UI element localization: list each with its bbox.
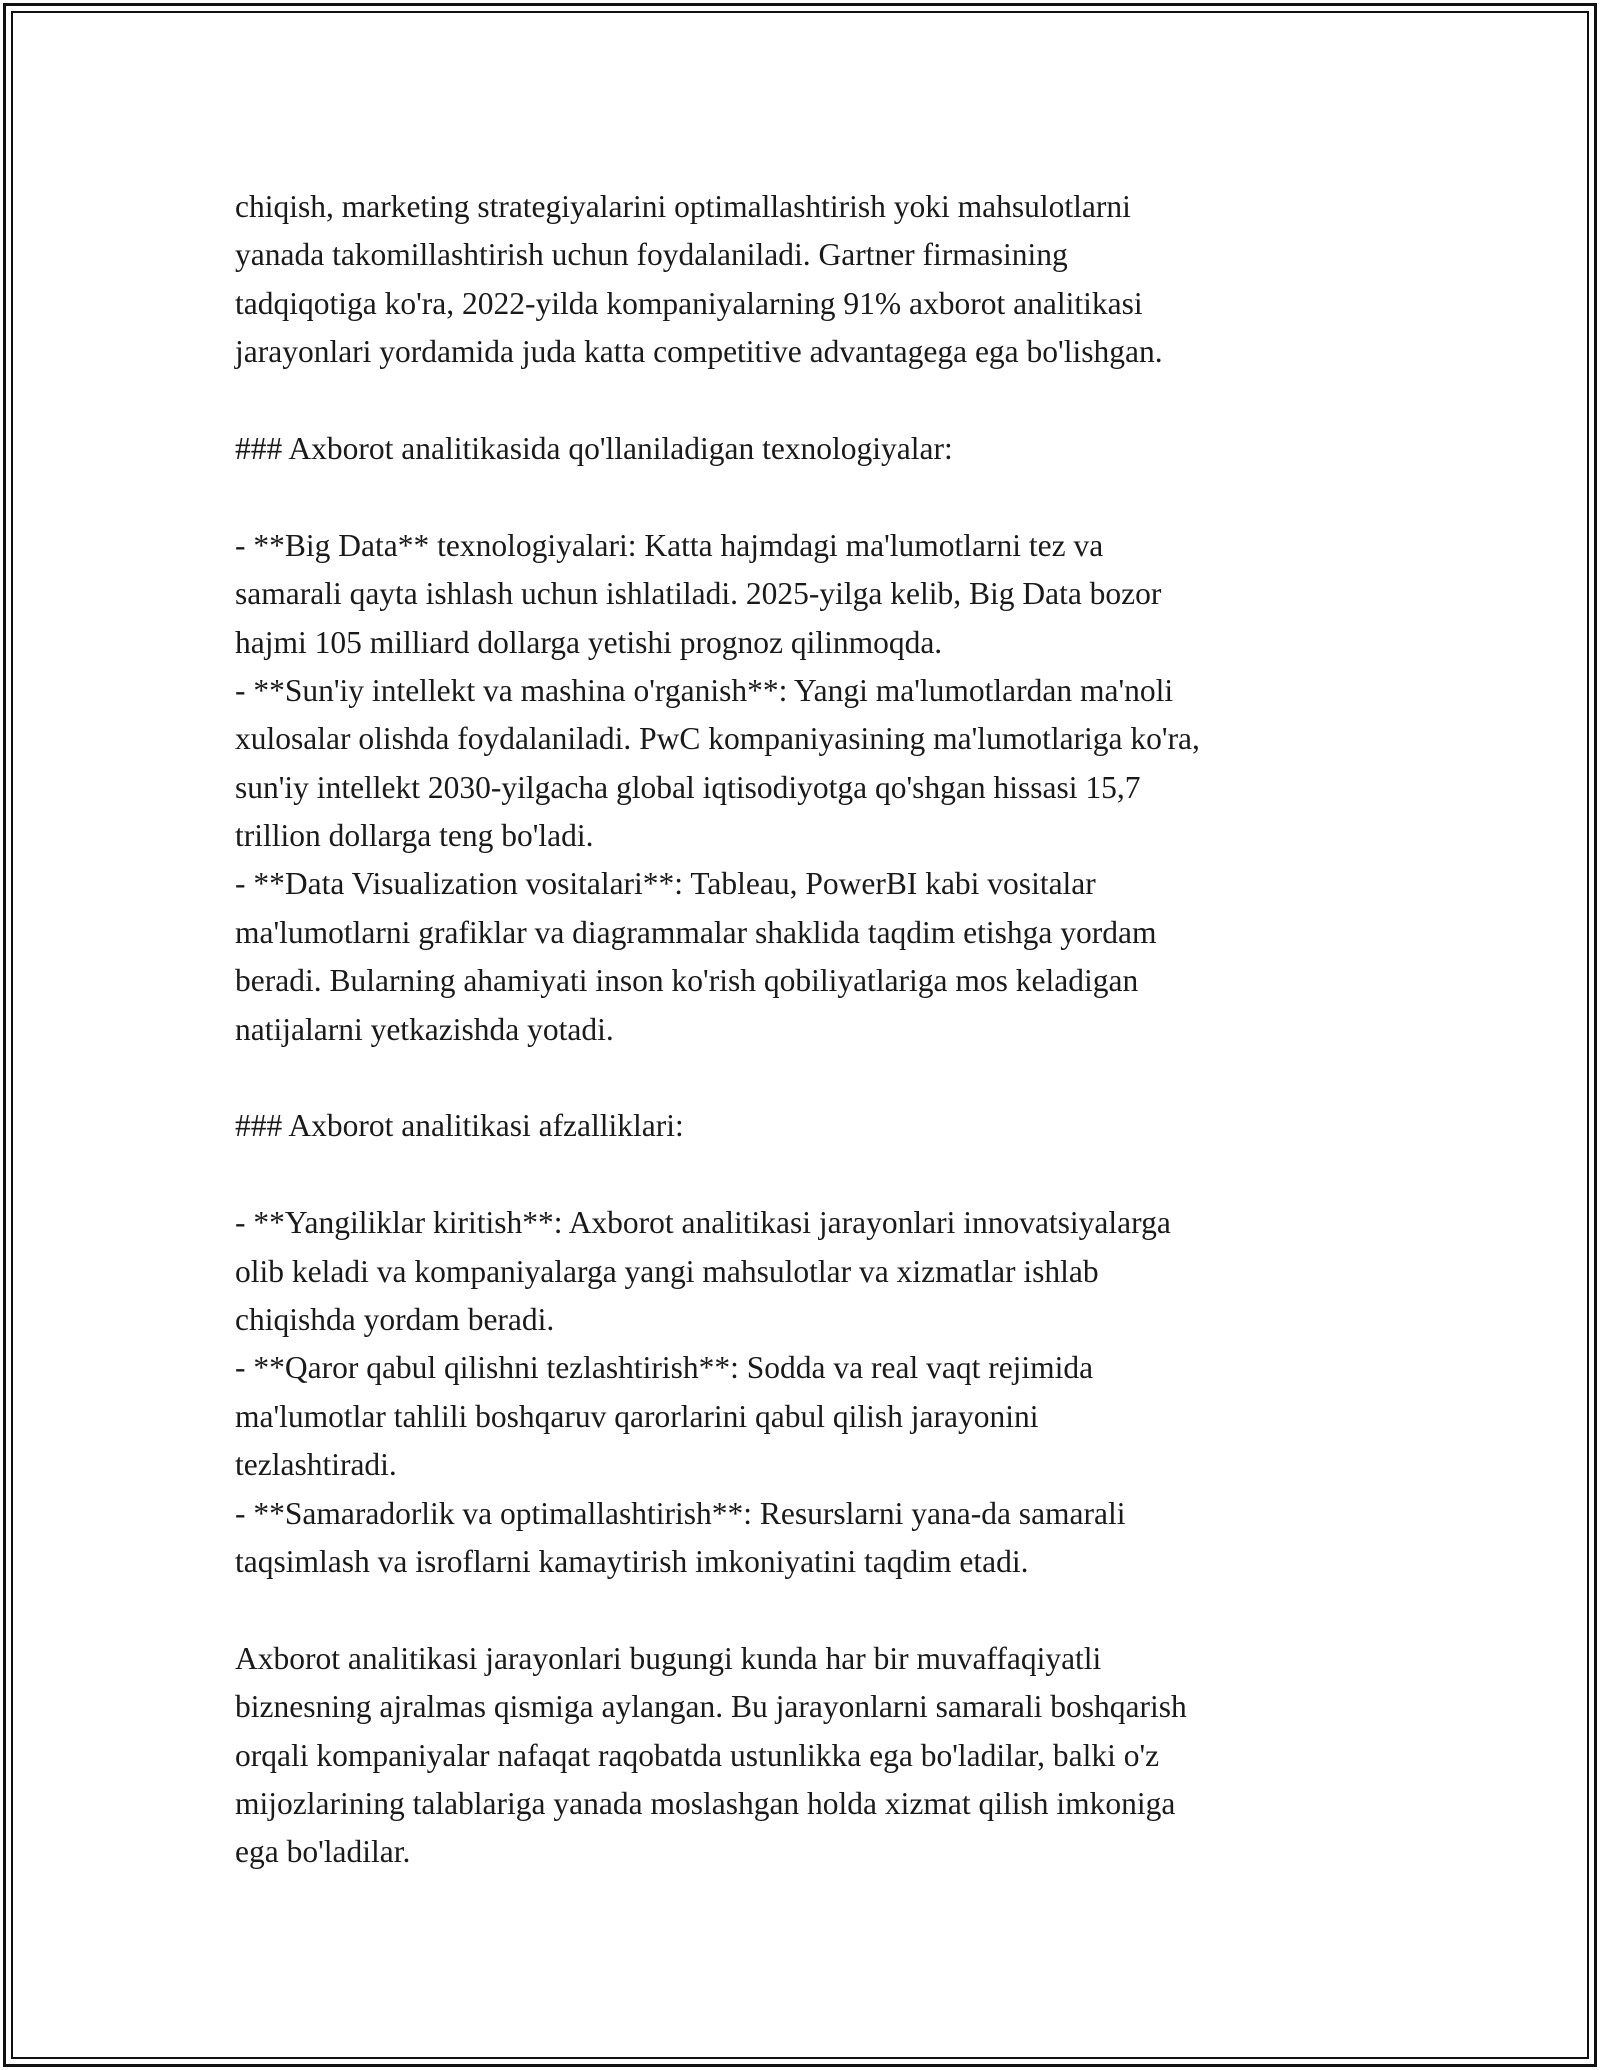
section-heading: ### Axborot analitikasida qo'llaniladigan texnologiyalar: xyxy=(235,430,953,466)
text-line: biznesning ajralmas qismiga aylangan. Bu jarayonlarni samarali boshqarish xyxy=(235,1689,1187,1725)
text-line: - **Qaror qabul qilishni tezlashtirish**: Sodda va real vaqt rejimida xyxy=(235,1350,1094,1386)
paragraph-intro-continuation xyxy=(235,183,1375,377)
text-line: samarali qayta ishlash uchun ishlatiladi. 2025-yilga kelib, Big Data bozor xyxy=(235,576,1162,612)
text-line: yanada takomillashtirish uchun foydalaniladi. Gartner firmasining xyxy=(235,237,1068,273)
text-line: trillion dollarga teng bo'ladi. xyxy=(235,818,594,854)
text-line: hajmi 105 milliard dollarga yetishi prognoz qilinmoqda. xyxy=(235,624,943,660)
text-line: - **Data Visualization vositalari**: Tableau, PowerBI kabi vositalar xyxy=(235,866,1096,902)
text-line: - **Sun'iy intellekt va mashina o'rganish**: Yangi ma'lumotlardan ma'noli xyxy=(235,672,1174,708)
paragraph-spacer xyxy=(235,1586,1375,1634)
text-line: - **Samaradorlik va optimallashtirish**: Resurslarni yana-da samarali xyxy=(235,1495,1126,1531)
heading-advantages xyxy=(235,1102,1375,1150)
list-advantages xyxy=(235,1199,1375,1586)
text-line: mijozlarining talablariga yanada moslashgan holda xizmat qilish imkoniga xyxy=(235,1785,1176,1821)
text-line: Axborot analitikasi jarayonlari bugungi kunda har bir muvaffaqiyatli xyxy=(235,1640,1102,1676)
text-line: xulosalar olishda foydalaniladi. PwC kompaniyasining ma'lumotlariga ko'ra, xyxy=(235,721,1200,757)
heading-technologies xyxy=(235,425,1375,473)
text-line: chiqishda yordam beradi. xyxy=(235,1301,555,1337)
text-line: chiqish, marketing strategiyalarini optimallashtirish yoki mahsulotlarni xyxy=(235,189,1131,224)
text-line: beradi. Bularning ahamiyati inson ko'rish qobiliyatlariga mos keladigan xyxy=(235,963,1139,999)
paragraph-spacer xyxy=(235,1054,1375,1102)
section-heading: ### Axborot analitikasi afzalliklari: xyxy=(235,1108,684,1144)
text-line: olib keladi va kompaniyalarga yangi mahsulotlar va xizmatlar ishlab xyxy=(235,1253,1099,1289)
paragraph-spacer xyxy=(235,1151,1375,1199)
paragraph-conclusion xyxy=(235,1635,1375,1877)
text-line: tezlashtiradi. xyxy=(235,1447,397,1483)
text-line: natijalarni yetkazishda yotadi. xyxy=(235,1011,614,1047)
text-line: ma'lumotlarni grafiklar va diagrammalar shaklida taqdim etishga yordam xyxy=(235,914,1157,950)
text-line: ega bo'ladilar. xyxy=(235,1834,411,1870)
document-body xyxy=(235,183,1375,1877)
text-line: jarayonlari yordamida juda katta competitive advantagega ega bo'lishgan. xyxy=(235,334,1163,370)
text-line: - **Big Data** texnologiyalari: Katta hajmdagi ma'lumotlarni tez va xyxy=(235,527,1104,563)
list-technologies xyxy=(235,522,1375,1054)
text-line: tadqiqotiga ko'ra, 2022-yilda kompaniyalarning 91% axborot analitikasi xyxy=(235,285,1143,321)
paragraph-spacer xyxy=(235,473,1375,521)
text-line: sun'iy intellekt 2030-yilgacha global iqtisodiyotga qo'shgan hissasi 15,7 xyxy=(235,769,1141,805)
paragraph-spacer xyxy=(235,377,1375,425)
text-line: taqsimlash va isroflarni kamaytirish imkoniyatini taqdim etadi. xyxy=(235,1543,1029,1579)
text-line: - **Yangiliklar kiritish**: Axborot analitikasi jarayonlari innovatsiyalarga xyxy=(235,1205,1171,1241)
text-line: orqali kompaniyalar nafaqat raqobatda ustunlikka ega bo'ladilar, balki o'z xyxy=(235,1737,1160,1773)
text-line: ma'lumotlar tahlili boshqaruv qarorlarini qabul qilish jarayonini xyxy=(235,1398,1039,1434)
